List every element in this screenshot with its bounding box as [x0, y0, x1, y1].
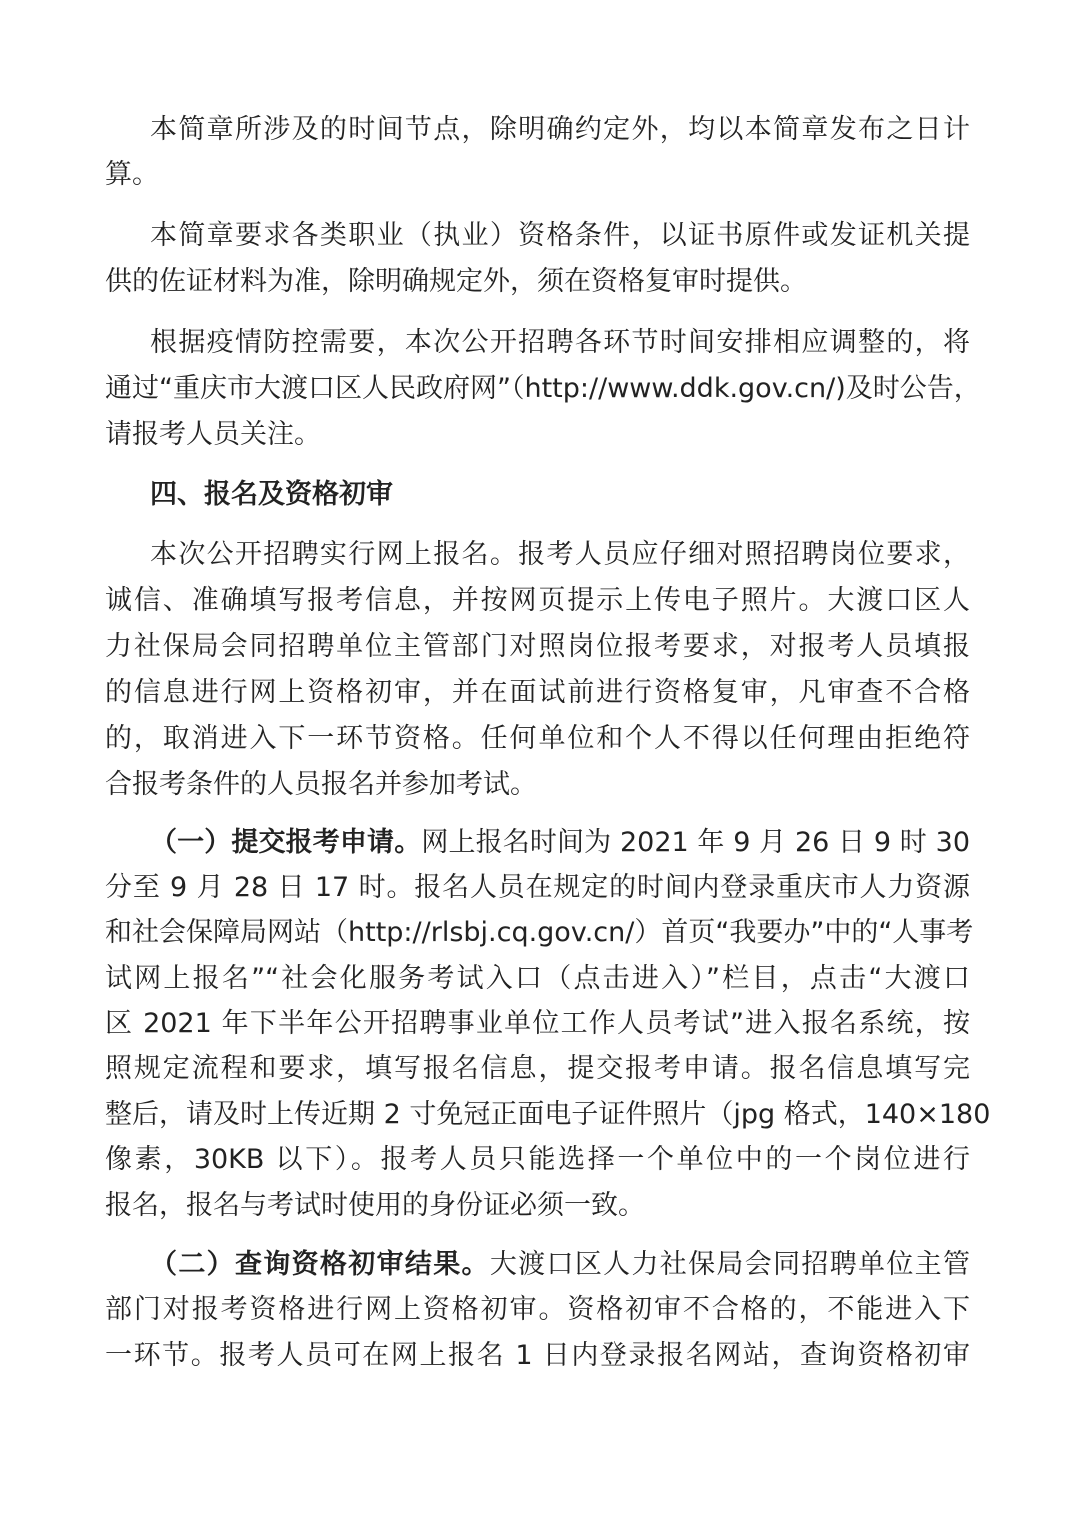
paragraph-line: 报名，报名与考试时使用的身份证必须一致。 — [105, 1190, 645, 1221]
paragraph-line: 算。 — [105, 159, 159, 190]
paragraph-line: 的，取消进入下一环节资格。任何单位和个人不得以任何理由拒绝符 — [105, 723, 970, 754]
paragraph-line: 请报考人员关注。 — [105, 419, 321, 450]
paragraph-line: 根据疫情防控需要，本次公开招聘各环节时间安排相应调整的，将 — [150, 327, 970, 358]
paragraph-line — [150, 826, 970, 860]
section-heading: 四、报名及资格初审 — [150, 479, 393, 510]
paragraph-line: 诚信、准确填写报考信息，并按网页提示上传电子照片。大渡口区人 — [105, 585, 970, 616]
paragraph-line: 和社会保障局网站（http://rlsbj.cq.gov.cn/）首页“我要办”中的“人事考 — [105, 917, 974, 948]
paragraph-line: 本简章要求各类职业（执业）资格条件，以证书原件或发证机关提 — [150, 220, 970, 251]
paragraph-line: 本简章所涉及的时间节点，除明确约定外，均以本简章发布之日计 — [150, 114, 970, 145]
paragraph-line: 区 2021 年下半年公开招聘事业单位工作人员考试”进入报名系统，按 — [105, 1008, 970, 1039]
paragraph-line: 的信息进行网上资格初审，并在面试前进行资格复审，凡审查不合格 — [105, 677, 970, 708]
paragraph-line: 合报考条件的人员报名并参加考试。 — [105, 769, 537, 800]
paragraph-text: 大渡口区人力社保局会同招聘单位主管 — [489, 1249, 971, 1280]
subsection-lead: （一）提交报考申请。 — [150, 827, 422, 858]
paragraph-line: 部门对报考资格进行网上资格初审。资格初审不合格的，不能进入下 — [105, 1294, 970, 1325]
paragraph-line: 试网上报名”“社会化服务考试入口（点击进入）”栏目，点击“大渡口 — [105, 963, 970, 994]
paragraph-line: 通过“重庆市大渡口区人民政府网”（http://www.ddk.gov.cn/)及时公告， — [105, 373, 981, 404]
paragraph-text: 网上报名时间为 2021 年 9 月 26 日 9 时 30 — [421, 827, 970, 858]
paragraph-line: 分至 9 月 28 日 17 时。报名人员在规定的时间内登录重庆市人力资源 — [105, 872, 970, 903]
paragraph-line: 一环节。报考人员可在网上报名 1 日内登录报名网站，查询资格初审 — [105, 1340, 970, 1371]
paragraph-line: 照规定流程和要求，填写报名信息，提交报考申请。报名信息填写完 — [105, 1053, 970, 1084]
paragraph-line — [150, 1248, 970, 1282]
paragraph-line: 像素，30KB 以下）。报考人员只能选择一个单位中的一个岗位进行 — [105, 1144, 970, 1175]
paragraph-line: 本次公开招聘实行网上报名。报考人员应仔细对照招聘岗位要求， — [150, 539, 970, 570]
paragraph-line: 供的佐证材料为准，除明确规定外，须在资格复审时提供。 — [105, 266, 807, 297]
subsection-lead: （二）查询资格初审结果。 — [150, 1249, 490, 1280]
paragraph-line: 力社保局会同招聘单位主管部门对照岗位报考要求，对报考人员填报 — [105, 631, 970, 662]
paragraph-line: 整后，请及时上传近期 2 寸免冠正面电子证件照片（jpg 格式，140×180 — [105, 1099, 991, 1130]
